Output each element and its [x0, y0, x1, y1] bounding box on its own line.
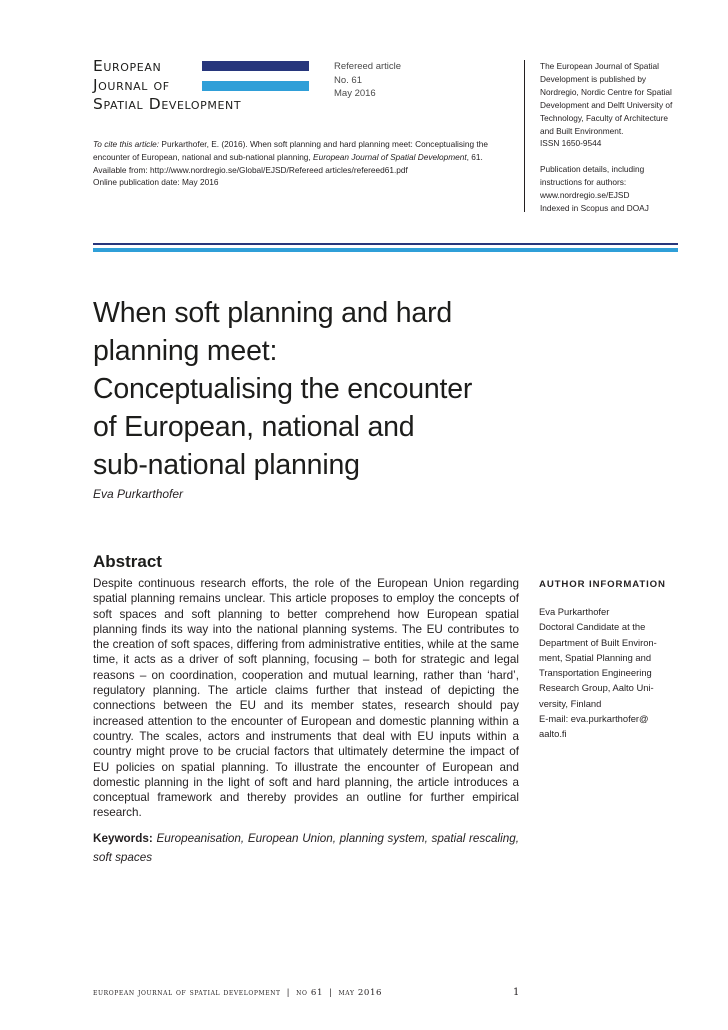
- cite-label: To cite this article:: [93, 139, 160, 149]
- logo-text-journal-of: Journal of: [93, 76, 170, 94]
- header-divider-blue: [93, 248, 678, 252]
- keywords: [93, 830, 519, 867]
- citation-line-2: [93, 151, 503, 164]
- title-line: sub-national planning: [93, 449, 360, 481]
- title-line: When soft planning and hard: [93, 297, 453, 329]
- indexing-note: Indexed in Scopus and DOAJ: [540, 202, 649, 213]
- article-type: Refereed article: [334, 61, 402, 72]
- logo-text-european: European: [93, 57, 162, 75]
- author-information-heading: AUTHOR INFORMATION: [539, 579, 666, 590]
- footer-journal: european journal of spatial development: [93, 988, 281, 998]
- article-author: Eva Purkarthofer: [93, 487, 184, 501]
- title-line: Conceptualising the encounter: [93, 373, 473, 405]
- article-title: [93, 294, 533, 484]
- citation-text: Purkarthofer, E. (2016). When soft planning and hard planning meet: Conceptualising the: [159, 139, 488, 149]
- abstract-heading: Abstract: [93, 552, 162, 571]
- footer-date: may 2016: [338, 988, 383, 998]
- publication-details-line: Publication details, including: [540, 164, 645, 175]
- journal-website-link[interactable]: www.nordregio.se/EJSD: [540, 190, 630, 201]
- logo-text-spatial-development: Spatial Development: [93, 95, 242, 113]
- article-meta: [334, 60, 401, 101]
- citation-journal: European Journal of Spatial Development: [313, 151, 467, 162]
- header-divider-navy: [93, 243, 678, 245]
- footer-issue: no 61: [296, 988, 324, 998]
- publisher-line: Technology, Faculty of Architecture: [540, 112, 669, 123]
- author-email[interactable]: aalto.fi: [539, 728, 567, 740]
- author-info-line: versity, Finland: [539, 697, 602, 709]
- logo-bar-blue: [202, 81, 309, 91]
- citation-url-link[interactable]: Available from: http://www.nordregio.se/Global/EJSD/Refereed articles/refereed61.pdf: [93, 164, 408, 175]
- author-information: [539, 578, 689, 742]
- publisher-info: [524, 60, 684, 212]
- logo-bar-navy: [202, 61, 309, 71]
- citation-block: [93, 138, 503, 189]
- citation-text: encounter of European, national and sub-national planning,: [93, 151, 314, 162]
- publisher-line: Development is published by: [540, 73, 647, 84]
- online-publication-date: Online publication date: May 2016: [93, 177, 219, 188]
- author-info-line: Eva Purkarthofer: [539, 606, 610, 617]
- logo-line-1: [93, 57, 309, 76]
- author-info-line: Department of Built Environ-: [539, 636, 657, 648]
- author-info-line: ment, Spatial Planning and: [539, 651, 652, 663]
- publication-details-line: instructions for authors:: [540, 177, 627, 188]
- abstract-text: Despite continuous research efforts, the role of the European Union regarding spatial planning remains unclear. This article proposes to employ the concepts of soft spaces and soft planning to better comprehend how European spatial planning finds its way into the national planning systems. The EU contributes to the creation of soft spaces, differing from administrative entities, while at the same time, it acts as a driver of soft planning, focusing – both for strategic and legal reasons – on coordination, cooperation and mutual learning, rather than ‘hard’, regulatory planning. The article claims further that instead of depicting the connections between the EU and its member states, research should pay increased attention to the encounter of European and domestic planning within a country. The scales, actors and instruments that deal with EU inputs within a country might prove to be crucial factors that ultimately determine the impact of EU policies on spatial planning. To illustrate the encounter of European and domestic planning in the light of soft and hard planning, the article introduces a conceptual framework and thereby provides an outline for further empirical research.: [93, 577, 519, 820]
- title-line: planning meet:: [93, 335, 278, 367]
- author-information-body: [539, 604, 689, 742]
- article-number: No. 61: [334, 74, 362, 86]
- issn: ISSN 1650-9544: [540, 138, 602, 149]
- spacer: [540, 150, 684, 163]
- publisher-line: Development and Delft University of: [540, 99, 673, 110]
- page-footer: [93, 988, 523, 998]
- page-number: 1: [513, 987, 520, 998]
- publisher-line: Nordregio, Nordic Centre for Spatial: [540, 86, 672, 97]
- journal-logo: [93, 57, 309, 114]
- logo-line-2: [93, 76, 309, 95]
- author-info-line: Doctoral Candidate at the: [539, 621, 646, 633]
- citation-line-1: [93, 138, 503, 151]
- keywords-label: Keywords:: [93, 832, 153, 845]
- footer-separator: |: [329, 988, 333, 998]
- title-line: of European, national and: [93, 411, 415, 443]
- author-info-line: Research Group, Aalto Uni-: [539, 682, 654, 694]
- citation-text: , 61.: [466, 151, 483, 162]
- publisher-line: The European Journal of Spatial: [540, 61, 660, 71]
- publisher-line: and Built Environment.: [540, 125, 624, 136]
- author-email[interactable]: E-mail: eva.purkarthofer@: [539, 713, 649, 725]
- article-date: May 2016: [334, 88, 376, 99]
- author-info-line: Transportation Engineering: [539, 667, 652, 679]
- keywords-text: Europeanisation, European Union, planning system, spatial rescaling, soft spaces: [93, 832, 519, 864]
- logo-line-3: [93, 95, 309, 114]
- footer-separator: |: [286, 988, 291, 998]
